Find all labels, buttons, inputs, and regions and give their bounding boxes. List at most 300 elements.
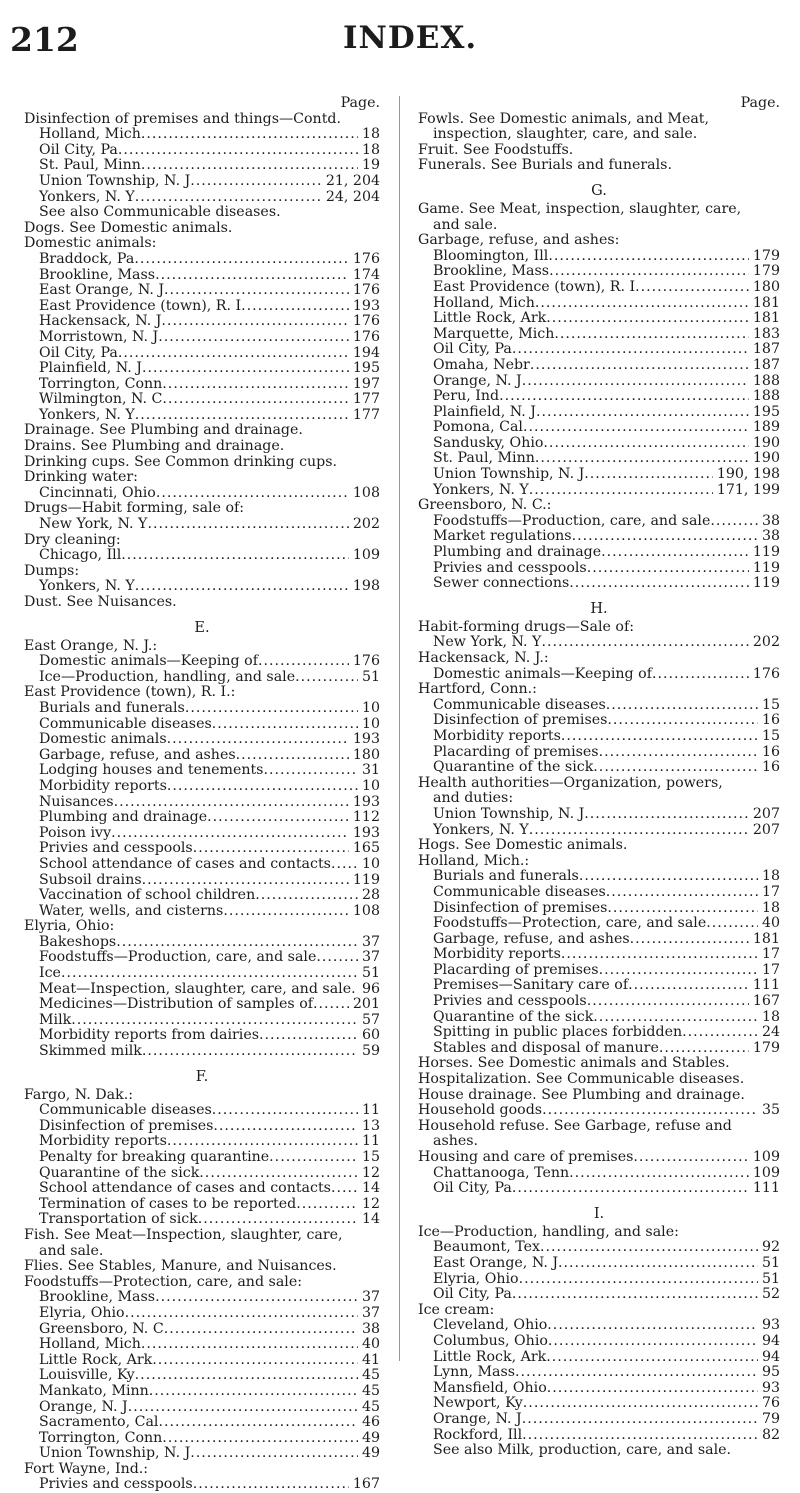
index-entry [24,670,380,686]
page-ref: 181 [752,294,780,311]
page-ref: 10 [361,777,380,794]
dot-leader [61,966,358,982]
page-ref: 198 [352,578,380,595]
entry-text: Greensboro, N. C.: [418,497,552,514]
dot-leader [569,1166,749,1182]
index-entry [24,935,380,951]
page-ref: 21, 204 [325,172,380,189]
page-ref: 92 [761,1239,780,1256]
index-entry [24,158,380,174]
page-ref: 18 [761,899,780,916]
dot-leader [607,901,758,917]
entry-text: Torrington, Conn [39,375,163,392]
entry-text: Communicable diseases [39,1102,212,1119]
page-ref: 14 [361,1180,380,1197]
index-entry [24,810,380,826]
right-page-label: Page. [740,95,780,111]
index-entry [418,342,780,358]
index-entry [24,779,380,795]
dot-leader [530,358,749,374]
index-entry [418,467,780,483]
page-ref: 41 [361,1351,380,1368]
index-entry [24,1013,380,1029]
index-entry [24,330,380,346]
dot-leader [540,1240,758,1256]
page-ref: 167 [352,1476,380,1493]
entry-text: See also Communicable diseases. [39,204,281,221]
entry-text: Transportation of sick [39,1211,198,1228]
dot-leader [512,342,749,358]
page-ref: 15 [761,727,780,744]
entry-text: Horses. See Domestic animals and Stables. [418,1055,730,1072]
dot-leader [128,1400,358,1416]
page-ref: 95 [761,1364,780,1381]
index-entry [24,392,380,408]
dot-leader [118,143,358,159]
entry-text: Dust. See Nuisances. [24,594,177,610]
index-heading [418,620,780,636]
dot-leader [543,436,748,452]
page-ref: 190 [752,450,780,467]
entry-text: Mansfield, Ohio [433,1379,547,1396]
dot-leader [258,654,349,670]
index-entry [24,1103,380,1119]
index-heading [418,112,780,128]
dot-leader [259,1028,358,1044]
dot-leader [255,888,358,904]
dot-leader [141,158,358,174]
page-ref: 52 [761,1286,780,1303]
dot-leader [519,1272,758,1288]
entry-text: Pomona, Cal [433,419,523,436]
entry-text: Ice—Production, handling, and sale [39,668,296,685]
entry-text: Foodstuffs—Protection, care, and sale [433,915,707,932]
entry-text: Sewer connections [433,575,570,592]
page-ref: 167 [752,993,780,1010]
index-entry [24,950,380,966]
dot-leader [155,268,349,284]
entry-text: Plainfield, N. J [433,403,536,420]
entry-text: Union Township, N. J [39,1445,191,1462]
index-entry [24,408,380,424]
dot-leader [561,947,758,963]
dot-leader [158,1415,357,1431]
dot-leader [212,717,358,733]
page-ref: 193 [352,793,380,810]
entry-text: Communicable diseases [433,883,606,900]
entry-text: Orange, N. J [39,1398,128,1415]
page-ref: 201 [352,996,380,1013]
dot-leader [135,190,322,206]
entry-text: Holland, Mich [433,294,535,311]
index-entry [24,1431,380,1447]
entry-text: Elyria, Ohio: [24,918,115,935]
index-entry [418,1334,780,1350]
index-heading [24,595,380,611]
entry-text: St. Paul, Minn [433,450,535,467]
entry-text: St. Paul, Minn [39,157,141,174]
dot-leader [599,745,758,761]
entry-text: Greensboro, N. C [39,1320,164,1337]
entry-text: and duties: [433,790,514,807]
entry-text: Quarantine of the sick [39,1164,200,1181]
page-ref: 51 [761,1270,780,1287]
entry-text: Cleveland, Ohio [433,1317,548,1334]
dot-leader [606,698,758,714]
page-ref: 93 [761,1379,780,1396]
index-entry [418,1256,780,1272]
dot-leader [630,932,749,948]
page-ref: 187 [752,341,780,358]
index-heading [24,221,380,237]
index-entry [24,841,380,857]
entry-text: School attendance of cases and contacts [39,1180,331,1197]
index-entry [24,579,380,595]
index-entry [418,280,780,296]
page-ref: 16 [761,743,780,760]
entry-text: Foodstuffs—Protection, care, and sale: [24,1273,302,1290]
page-ref: 18 [761,1008,780,1025]
dot-leader [522,1412,758,1428]
entry-text: Hackensack, N. J [39,313,162,330]
index-entry [418,1318,780,1334]
section-letter: E. [194,619,210,636]
dot-leader [167,732,349,748]
page-ref: 17 [761,961,780,978]
index-heading [418,682,780,698]
dot-leader [142,1044,358,1060]
entry-text: Meat—Inspection, slaughter, care, and sale [39,980,352,997]
page-ref: 12 [361,1164,380,1181]
page-ref: 181 [752,930,780,947]
index-heading [24,439,380,455]
index-entry [418,713,780,729]
section-letter: F. [195,1068,209,1085]
entry-text: Hartford, Conn.: [418,681,537,698]
page-ref: 49 [361,1429,380,1446]
dot-leader [199,1166,358,1182]
entry-text: Foodstuffs—Production, care, and sale [433,512,711,529]
entry-text: Communicable diseases [39,715,212,732]
dot-leader [561,729,758,745]
dot-leader [529,483,713,499]
entry-text: Domestic animals—Keeping of [39,653,258,670]
entry-text: Domestic animals [39,731,167,748]
page-ref: 109 [752,1149,780,1165]
dot-leader [659,1041,749,1057]
entry-text: Hospitalization. See Communicable diseases. [418,1071,745,1088]
dot-leader [606,885,758,901]
entry-text: Habit-forming drugs—Sale of: [418,618,634,635]
index-entry [418,901,780,917]
dot-leader [635,280,749,296]
entry-text: Bloomington, Ill [433,247,549,264]
index-entry [24,299,380,315]
entry-text: Morbidity reports [39,1133,167,1150]
page-ref: 94 [761,1348,780,1365]
index-heading [418,1088,780,1104]
dot-leader [536,405,749,421]
index-heading [24,1462,380,1478]
dot-leader [522,1428,758,1444]
page-ref: 207 [752,821,780,838]
index-entry [418,698,780,714]
page-ref: 31 [361,762,380,779]
page-ref: 190, 198 [716,466,780,483]
entry-text: Yonkers, N. Y [433,481,529,498]
entry-text: Disinfection of premises [433,712,608,729]
index-entry [418,561,780,577]
dot-leader [135,408,349,424]
index-entry [418,1025,780,1041]
page-ref: 112 [352,809,380,826]
dot-leader [569,576,749,592]
dot-leader [542,1103,758,1119]
entry-text: Omaha, Nebr [433,356,530,373]
page-ref: 176 [352,653,380,670]
index-heading [418,233,780,249]
entry-text: Brookline, Mass [39,1289,156,1306]
dot-leader [535,451,749,467]
dot-leader [549,264,749,280]
index-entry [418,760,780,776]
index-entry [418,916,780,932]
page-ref: 37 [361,1289,380,1306]
index-entry [418,405,780,421]
index-entry [418,1396,780,1412]
index-entry [418,807,780,823]
entry-text: New York, N. Y [433,634,542,651]
page-ref: 11 [361,1133,380,1150]
page-ref: 40 [361,1336,380,1353]
entry-text: Elyria, Ohio [39,1304,125,1321]
index-entry [24,377,380,393]
page-ref: 60 [361,1027,380,1044]
dot-leader [147,517,348,533]
entry-text: Flies. See Stables, Manure, and Nuisances. [24,1258,337,1275]
entry-text: Privies and cesspools [39,1476,193,1493]
index-entry [24,1028,380,1044]
index-heading [418,202,780,218]
index-entry [418,869,780,885]
page-ref: 19 [361,157,380,174]
index-entry [24,1400,380,1416]
dot-leader [142,873,349,889]
page-ref: 194 [352,344,380,361]
index-heading [24,236,380,252]
page-ref: 176 [352,250,380,267]
entry-text: School attendance of cases and contacts [39,855,331,872]
index-heading [24,1275,380,1291]
dot-leader [193,1477,349,1493]
page-ref: 176 [352,328,380,345]
dot-leader [351,982,358,998]
entry-text: Sandusky, Ohio [433,434,544,451]
dot-leader [71,1013,358,1029]
index-heading [24,533,380,549]
index-entry [418,514,780,530]
page-ref: 18 [361,141,380,158]
entry-text: Columbus, Ohio [433,1332,548,1349]
index-entry [24,888,380,904]
entry-text: Disinfection of premises and things—Contd. [24,110,341,127]
dot-leader [158,330,349,346]
page-ref: 10 [361,855,380,872]
page-ref: 96 [361,980,380,997]
page-ref: 108 [352,902,380,919]
page-ref: 177 [352,406,380,423]
index-entry [418,978,780,994]
index-heading [418,776,780,792]
dot-leader [682,1025,758,1041]
dot-leader [296,1197,358,1213]
index-entry [418,264,780,280]
index-heading [418,498,780,514]
index-entry [418,1103,780,1119]
entry-text: Cincinnati, Ohio [39,484,156,501]
index-entry [24,548,380,564]
dot-leader [135,1368,358,1384]
page-ref: 181 [752,310,780,327]
index-entry [24,283,380,299]
entry-text: Fort Wayne, Ind.: [24,1460,149,1477]
index-entry [24,1446,380,1462]
entry-text: Communicable diseases [433,696,606,713]
entry-text: Chattanooga, Tenn [433,1164,570,1181]
index-entry [418,483,780,499]
index-entry [418,729,780,745]
dot-leader [599,963,758,979]
entry-text: Disinfection of premises [433,899,608,916]
entry-text: Drugs—Habit forming, sale of: [24,500,245,517]
index-entry [418,667,780,683]
index-entry [24,717,380,733]
index-entry [24,517,380,533]
entry-text: Water, wells, and cisterns [39,902,224,919]
dot-leader [162,377,349,393]
dot-leader [269,1150,358,1166]
entry-text: Subsoil drains [39,871,142,888]
page-ref: 45 [361,1382,380,1399]
page-ref: 165 [352,840,380,857]
entry-text: Union Township, N. J [433,466,585,483]
index-heading [418,158,780,174]
dot-leader [198,1212,358,1228]
entry-text: Lynn, Mass [433,1364,516,1381]
page-ref: 10 [361,715,380,732]
page-ref: 14 [361,1211,380,1228]
entry-text: Penalty for breaking quarantine [39,1149,270,1165]
page-ref: 16 [761,759,780,776]
entry-text: Morbidity reports from dairies [39,1027,260,1044]
page-ref: 38 [761,528,780,545]
page-header [0,20,800,80]
dot-leader [572,529,758,545]
dot-leader [193,841,349,857]
dot-leader [111,826,349,842]
entry-text: and sale. [39,1242,104,1259]
entry-text: Drains. See Plumbing and drainage. [24,438,285,455]
dot-leader [135,579,349,595]
entry-text: Domestic animals: [24,235,157,252]
dot-leader [118,346,349,362]
index-entry [418,823,780,839]
dot-leader [512,1181,749,1197]
page-ref: 24, 204 [325,188,380,205]
entry-text: Newport, Ky [433,1395,523,1412]
index-heading [24,919,380,935]
entry-text: Drinking water: [24,469,138,486]
index-entry [24,1044,380,1060]
entry-text: Burials and funerals [39,699,185,716]
index-entry [418,1287,780,1303]
index-heading [418,1056,780,1072]
index-entry [24,1353,380,1369]
index-entry [24,314,380,330]
page-ref: 40 [761,915,780,932]
index-heading [418,1303,780,1319]
entry-text: Peru, Ind [433,388,500,405]
entry-text: Chicago, Ill [39,547,122,564]
dot-leader [190,1446,358,1462]
page-ref: 10 [361,699,380,716]
entry-text: Market regulations [433,528,572,545]
index-heading [24,1244,380,1260]
entry-text: Morbidity reports [433,946,561,963]
index-entry [24,732,380,748]
dot-leader [116,935,358,951]
index-entry [418,451,780,467]
entry-text: East Orange, N. J [39,282,165,299]
index-entry [418,994,780,1010]
index-entry [24,1322,380,1338]
index-heading [24,112,380,128]
dot-leader [554,327,749,343]
dot-leader [331,857,358,873]
index-heading [418,791,780,807]
page-ref: 188 [752,372,780,389]
dot-leader [548,1334,758,1350]
dot-leader [584,467,713,483]
index-entry [24,857,380,873]
entry-text: Orange, N. J [433,1410,522,1427]
page-ref: 108 [352,484,380,501]
index-entry [418,932,780,948]
entry-text: Oil City, Pa [433,341,512,358]
section-letter: H. [590,600,608,617]
dot-leader [546,1350,758,1366]
page-ref: 15 [361,1149,380,1165]
entry-text: Privies and cesspools [433,993,587,1010]
index-entry [24,1477,380,1493]
page-ref: 82 [761,1426,780,1443]
index-entry [24,1384,380,1400]
dot-leader [167,779,358,795]
page-ref: 79 [761,1410,780,1427]
page-ref: 109 [352,547,380,564]
entry-text: Dogs. See Domestic animals. [24,219,233,236]
index-entry [418,947,780,963]
index-entry [24,252,380,268]
dot-leader [207,810,349,826]
page-ref: 119 [352,871,380,888]
page-ref: 189 [752,419,780,436]
dot-leader [547,1318,758,1334]
page-ref: 46 [361,1414,380,1431]
entry-text: Quarantine of the sick [433,759,594,776]
dot-leader [331,1181,358,1197]
page-ref: 193 [352,297,380,314]
